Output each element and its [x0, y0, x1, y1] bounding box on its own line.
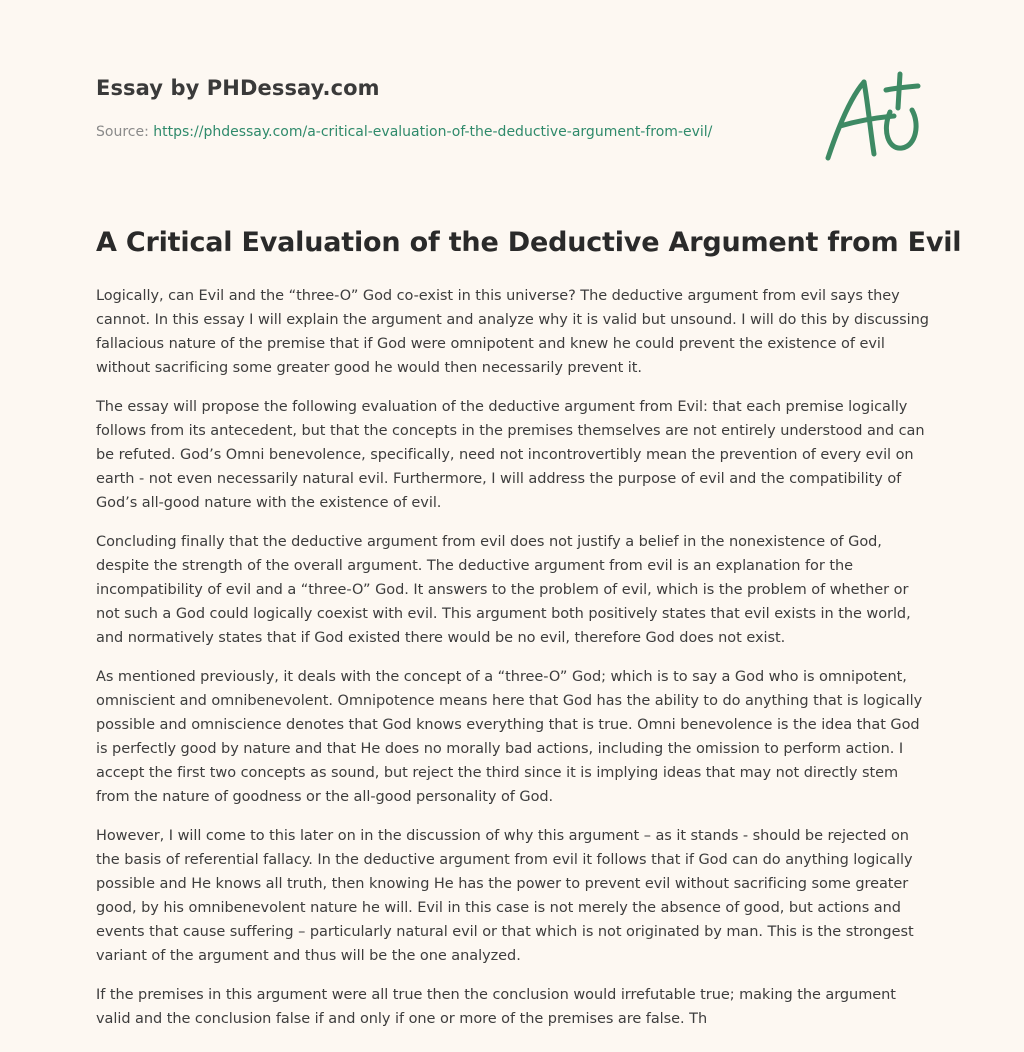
- source-label: Source:: [96, 124, 149, 140]
- essay-paragraph: The essay will propose the following evaluation of the deductive argument from Evil: that each premise logically follows from its antecedent, but that the concepts in the premises themselves are not entirely understood and can be refuted. God’s Omni benevolence, specifically, need not incontrovertibly mean the prevention of every evil on earth - not even necessarily natural evil. Furthermore, I will address the purpose of evil and the compatibility of God’s all-good nature with the existence of evil.: [96, 399, 925, 511]
- a-plus-grade-icon: [820, 68, 928, 164]
- essay-body: [96, 284, 930, 1046]
- essay-paragraph: If the premises in this argument were all true then the conclusion would irrefutable true; making the argument valid and the conclusion false if and only if one or more of the premises are false. Th: [96, 987, 896, 1027]
- essay-paragraph: Logically, can Evil and the “three-O” God co-exist in this universe? The deductive argument from evil says they cannot. In this essay I will explain the argument and analyze why it is valid but unsound. I will do this by discussing fallacious nature of the premise that if God were omnipotent and knew he could prevent the existence of evil without sacrificing some greater good he would then necessarily prevent it.: [96, 288, 929, 376]
- essay-paragraph: However, I will come to this later on in the discussion of why this argument – as it stands - should be rejected on the basis of referential fallacy. In the deductive argument from evil it follows that if God can do anything logically possible and He knows all truth, then knowing He has the power to prevent evil without sacrificing some greater good, by his omnibenevolent nature he will. Evil in this case is not merely the absence of good, but actions and events that cause suffering – particularly natural evil or that which is not originated by man. This is the strongest variant of the argument and thus will be the one analyzed.: [96, 828, 914, 964]
- source-line: [96, 124, 712, 140]
- essay-paragraph: As mentioned previously, it deals with the concept of a “three-O” God; which is to say a God who is omnipotent, omniscient and omnibenevolent. Omnipotence means here that God has the ability to do anything that is logically possible and omniscience denotes that God knows everything that is true. Omni benevolence is the idea that God is perfectly good by nature and that He does no morally bad actions, including the omission to perform action. I accept the first two concepts as sound, but reject the third since it is implying ideas that may not directly stem from the nature of goodness or the all-good personality of God.: [96, 669, 923, 805]
- essay-title: A Critical Evaluation of the Deductive Argument from Evil: [96, 227, 962, 258]
- source-link[interactable]: https://phdessay.com/a-critical-evaluation-of-the-deductive-argument-from-evil/: [153, 124, 713, 140]
- site-brand: Essay by PHDessay.com: [96, 76, 380, 100]
- essay-paragraph: Concluding finally that the deductive argument from evil does not justify a belief in the nonexistence of God, despite the strength of the overall argument. The deductive argument from evil is an explanation for the incompatibility of evil and a “three-O” God. It answers to the problem of evil, which is the problem of whether or not such a God could logically coexist with evil. This argument both positively states that evil exists in the world, and normatively states that if God existed there would be no evil, therefore God does not exist.: [96, 534, 911, 646]
